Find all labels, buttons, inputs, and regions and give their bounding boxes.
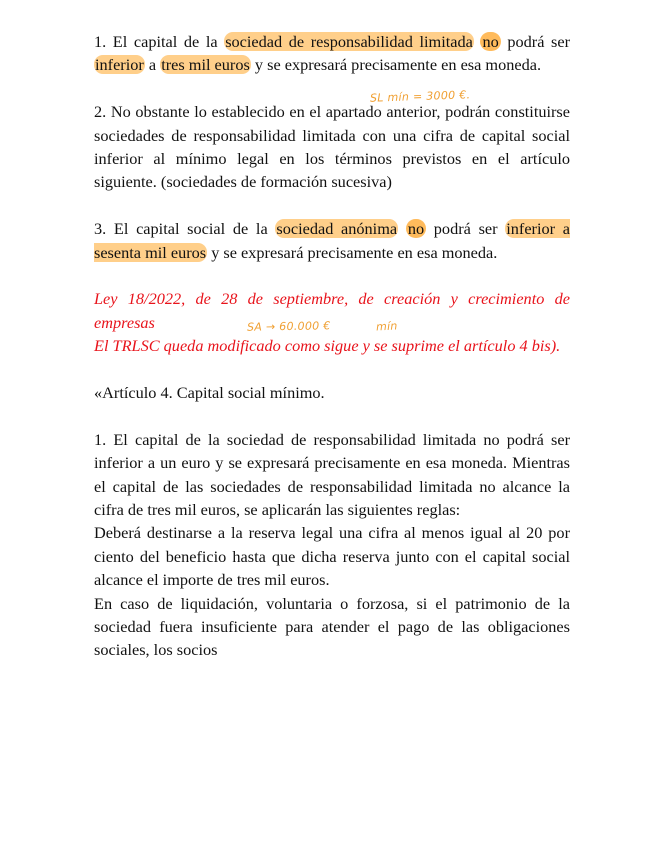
p3-text-4: y se expresará precisamente en esa moneda. <box>207 242 498 262</box>
paragraph-3 <box>94 217 570 264</box>
handwritten-note-min: mín <box>375 319 398 334</box>
highlight-no-sa: no <box>407 219 425 239</box>
paragraph-2: 2. No obstante lo establecido en el apartado anterior, podrán constituirse sociedades de responsabilidad limitada con una cifra de capital social inferior al mínimo legal en los términos previstos en el artículo siguiente. (sociedades de formación sucesiva) <box>94 102 570 192</box>
handwritten-note-sa-minimum: SA → 60.000 € <box>246 319 331 334</box>
highlight-no: no <box>482 32 499 51</box>
paragraph-1 <box>94 30 570 77</box>
p3-space <box>398 219 406 238</box>
p1-text-1: 1. El capital de la <box>94 32 225 51</box>
highlight-srl: sociedad de responsabilidad limitada <box>225 32 473 51</box>
article-paragraph-3: En caso de liquidación, voluntaria o forzosa, si el patrimonio de la sociedad fuera insuficiente para atender el pago de las obligaciones sociales, los socios <box>94 593 570 660</box>
p1-text-3: podrá ser <box>500 32 571 51</box>
article-paragraph-2: Deberá destinarse a la reserva legal una cifra al menos igual al 20 por ciento del beneficio hasta que dicha reserva junto con el capital social alcance el importe de tres mil euros. <box>94 523 570 590</box>
p1-text-5: y se expresará precisamente en esa moneda. <box>250 55 542 75</box>
law-reference: Ley 18/2022, de 28 de septiembre, de creación y crecimiento de empresas <box>94 289 570 332</box>
highlight-tres-mil-euros: tres mil euros <box>161 55 250 75</box>
p3-text-3: podrá ser <box>426 219 506 239</box>
highlight-sociedad-anonima: sociedad anónima <box>276 219 398 239</box>
law-modification-note: El TRLSC queda modificado como sigue y se suprime el artículo 4 bis). <box>94 336 561 356</box>
p1-text-4: a <box>144 55 161 75</box>
handwritten-note-sl-minimum: SL mín = 3000 €. <box>369 88 471 105</box>
document-text <box>94 30 570 662</box>
article-title: «Artículo 4. Capital social mínimo. <box>94 383 325 403</box>
article-paragraph-1: 1. El capital de la sociedad de responsabilidad limitada no podrá ser inferior a un euro y se expresará precisamente en esa moneda. Mientras el capital de las sociedades de responsabilidad limitada no alcance la cifra de tres mil euros, se aplicarán las siguientes reglas: <box>94 429 570 520</box>
highlight-sesenta-mil: inferior a sesenta mil euros <box>94 219 570 262</box>
highlight-inferior: inferior <box>95 55 144 75</box>
p3-text-1: 3. El capital social de la <box>94 219 276 239</box>
